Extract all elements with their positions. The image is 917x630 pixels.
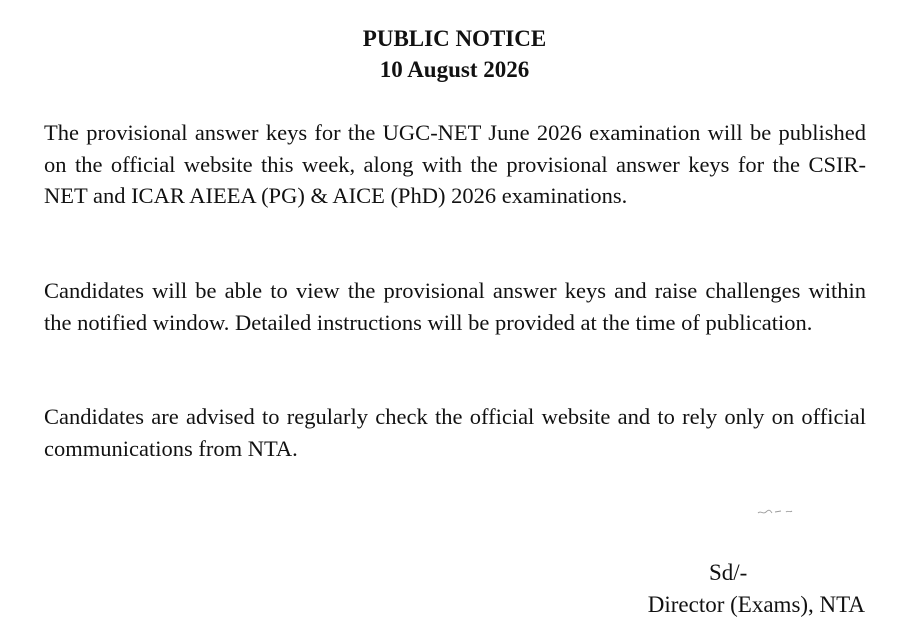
signature-sd: Sd/- <box>709 560 748 585</box>
notice-paragraph-1: The provisional answer keys for the UGC-NET June 2026 examination will be published on the official website this week, along with the provisional answer keys for the CSIR-NET and ICAR AIEEA (PG) & AICE (PhD) 2026 examinations. <box>44 120 866 209</box>
notice-date: 10 August 2026 <box>379 57 530 82</box>
signature-designation: Director (Exams), NTA <box>647 592 865 617</box>
notice-paragraph-3: Candidates are advised to regularly check the official website and to rely only on official communications from NTA. <box>44 404 866 461</box>
signature-scribble-icon <box>756 504 796 518</box>
notice-paragraph-2: Candidates will be able to view the provisional answer keys and raise challenges within the notified window. Detailed instructions will be provided at the time of publication. <box>44 278 866 335</box>
notice-title: PUBLIC NOTICE <box>362 26 547 51</box>
